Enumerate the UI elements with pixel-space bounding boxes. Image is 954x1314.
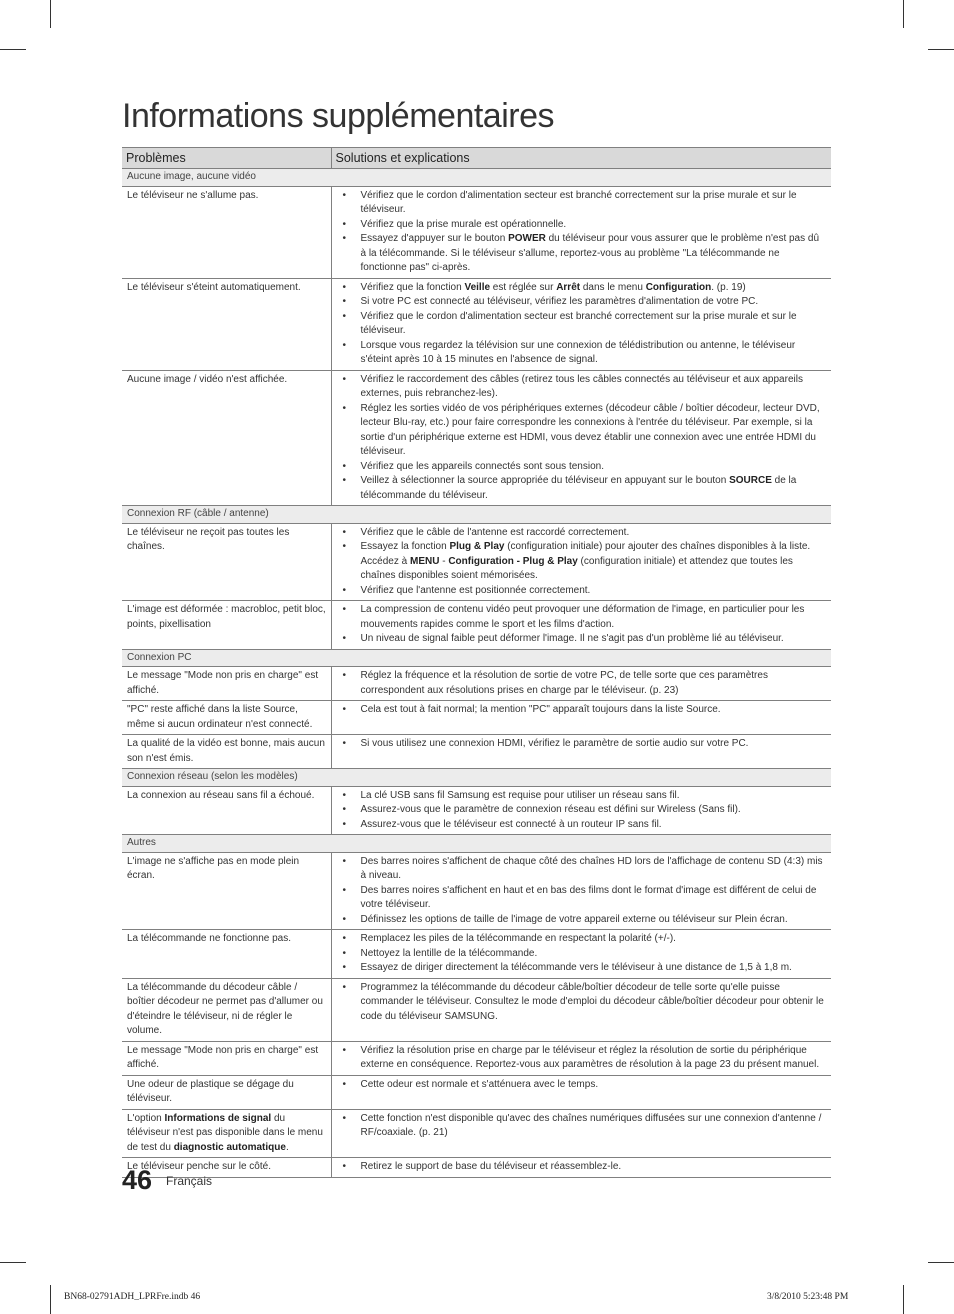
problem-cell: Le message "Mode non pris en charge" est affiché. [122,1041,331,1075]
table-row [122,1075,831,1109]
bold-term: POWER [508,233,546,244]
text: Essayez d'appuyer sur le bouton [360,233,509,244]
problem-cell: L'image est déformée : macrobloc, petit bloc, points, pixellisation [122,601,331,650]
section-row [122,769,831,787]
problem-cell: La télécommande ne fonctionne pas. [122,930,331,979]
solution-item: • Vérifiez que les appareils connectés sont sous tension. [337,460,828,475]
text: - [439,555,449,567]
bold-term: Plug & Play [449,541,505,552]
solution-item: • Un niveau de signal faible peut déformer l'image. Il ne s'agit pas d'un problème lié au téléviseur. [337,632,828,647]
section-row [122,835,831,853]
solution-item [337,474,828,503]
bold-term: Informations de signal [164,1112,272,1124]
table-row [122,1109,831,1158]
text: du téléviseur pour vous assurer que le problème n'est pas dû à la télécommande. Si le téléviseur s'allume, reportez-vous au problème "La télécommande ne fonctionne pas" ci-après. [360,233,820,273]
table-row [122,1158,831,1178]
solution-item: • Vérifiez que l'antenne est positionnée correctement. [337,584,828,599]
table-row [122,186,831,278]
page-title: Informations supplémentaires [122,97,555,135]
solution-item: • Essayez de diriger directement la télécommande vers le téléviseur à une distance de 1,5 à 1,8 m. [337,961,828,976]
solution-item: • Assurez-vous que le paramètre de connexion réseau est défini sur Wireless (Sans fil). [337,803,828,818]
header-solutions: Solutions et explications [331,148,831,169]
text: Essayez la fonction [360,541,450,552]
crop-mark [903,0,904,28]
page-number: 46 [122,1165,153,1195]
text: . (p. 19) [711,281,746,293]
solution-cell [331,601,831,650]
bold-term: SOURCE [729,475,772,486]
solution-cell [331,852,831,930]
crop-mark [50,0,51,28]
bold-term: Arrêt [556,281,581,293]
solution-item: • Vérifiez le raccordement des câbles (retirez tous les câbles connectés au téléviseur et aux appareils externes, puis rebranchez-les). [337,373,828,402]
solution-item: • Si vous utilisez une connexion HDMI, vérifiez le paramètre de sortie audio sur votre PC. [337,737,828,752]
section-label: Connexion réseau (selon les modèles) [122,769,831,787]
table-row [122,370,831,506]
table-row [122,601,831,650]
text: (configuration initiale) pour ajouter des chaînes disponibles à la liste. Accédez à [360,541,811,567]
bold-term: Veille [464,281,491,293]
problem-cell: Le téléviseur penche sur le côté. [122,1158,331,1178]
problem-cell: "PC" reste affiché dans la liste Source, même si aucun ordinateur n'est connecté. [122,701,331,735]
problem-cell: Le message "Mode non pris en charge" est affiché. [122,667,331,701]
solution-item: • Définissez les options de taille de l'image de votre appareil externe ou téléviseur sur Plein écran. [337,913,828,928]
problem-cell [122,1109,331,1158]
solution-item: • La clé USB sans fil Samsung est requise pour utiliser un réseau sans fil. [337,789,828,804]
solution-item: • Cette fonction n'est disponible qu'avec des chaînes numériques diffusées sur une connexion d'antenne / RF/coaxiale. (p. 21) [337,1112,828,1141]
table-header-row [122,148,831,169]
text: (configuration initiale) et attendez que toutes les chaînes disponibles soient mémorisées. [360,555,793,581]
solution-item: • Remplacez les piles de la télécommande en respectant la polarité (+/-). [337,932,828,947]
text: L'option [127,1112,165,1124]
crop-mark [928,1262,954,1263]
problem-cell: Une odeur de plastique se dégage du téléviseur. [122,1075,331,1109]
problem-cell: Le téléviseur ne s'allume pas. [122,186,331,278]
crop-mark [903,1285,904,1314]
text: est réglée sur [490,281,557,293]
solution-cell [331,1158,831,1178]
text: Veillez à sélectionner la source appropriée du téléviseur en appuyant sur le bouton [360,475,730,486]
table-row [122,701,831,735]
solution-item: • Programmez la télécommande du décodeur câble/boîtier décodeur de telle sorte qu'elle puisse commander le téléviseur. Consultez le mode d'emploi du décodeur câble/boîtier décodeur pour obtenir le code du téléviseur SAMSUNG. [337,981,828,1025]
solution-cell [331,186,831,278]
solution-item [337,232,828,276]
crop-mark [50,1285,51,1314]
solution-cell [331,1075,831,1109]
solution-item: • Retirez le support de base du téléviseur et réassemblez-le. [337,1160,828,1175]
solution-item: • Vérifiez que la prise murale est opérationnelle. [337,218,828,233]
solution-item: • Cela est tout à fait normal; la mention "PC" apparaît toujours dans la liste Source. [337,703,828,718]
solution-item: • Vérifiez que le cordon d'alimentation secteur est branché correctement sur la prise murale et sur le téléviseur. [337,189,828,218]
header-problems: Problèmes [122,148,331,169]
solution-item: • Réglez les sorties vidéo de vos périphériques externes (décodeur câble / boîtier décodeur, lecteur DVD, lecteur Blu-ray, etc.) pour faire correspondre les connexions à l'entrée du téléviseur. Par exemple, si la sortie d'un périphérique externe est HDMI, vous devez établir une connexion avec une entrée HDMI du téléviseur. [337,402,828,460]
section-label: Connexion RF (câble / antenne) [122,506,831,524]
solution-cell [331,978,831,1041]
table-row [122,735,831,769]
text: . [285,1141,289,1153]
solution-cell [331,930,831,979]
solution-cell [331,667,831,701]
crop-mark [0,1262,26,1263]
text: dans le menu [580,281,646,293]
solution-cell [331,278,831,370]
section-row [122,169,831,187]
table-row [122,852,831,930]
solution-item: • Réglez la fréquence et la résolution de sortie de votre PC, de telle sorte que ces paramètres correspondent aux résolutions prises en charge par le téléviseur. (p. 23) [337,669,828,698]
print-timestamp: 3/8/2010 5:23:48 PM [767,1292,849,1302]
solution-item: • Assurez-vous que le téléviseur est connecté à un routeur IP sans fil. [337,818,828,833]
solution-item: • Si votre PC est connecté au téléviseur, vérifiez les paramètres d'alimentation de votre PC. [337,295,828,310]
bold-term: Configuration [645,281,712,293]
solution-item [337,540,828,584]
table-row [122,978,831,1041]
solution-item: • Des barres noires s'affichent de chaque côté des chaînes HD lors de l'affichage de contenu SD (4:3) mis à niveau. [337,855,828,884]
table-row [122,930,831,979]
solution-item: • Vérifiez que le cordon d'alimentation secteur est branché correctement sur la prise murale et sur le téléviseur. [337,310,828,339]
section-row [122,649,831,667]
solution-item: • Vérifiez que le câble de l'antenne est raccordé correctement. [337,526,828,541]
solution-cell [331,1041,831,1075]
bold-term: MENU [409,555,440,567]
table-row [122,523,831,601]
solution-item: • Vérifiez la résolution prise en charge par le téléviseur et réglez la résolution de sortie du périphérique externe en conséquence. Reportez-vous aux paramètres de résolution à la page 23 du présent manuel. [337,1044,828,1073]
solution-cell [331,701,831,735]
section-label: Aucune image, aucune vidéo [122,169,831,187]
problem-cell: Aucune image / vidéo n'est affichée. [122,370,331,506]
problem-cell: L'image ne s'affiche pas en mode plein écran. [122,852,331,930]
solution-item [337,281,828,296]
section-row [122,506,831,524]
text: Vérifiez que la fonction [360,281,465,293]
bold-term: diagnostic automatique [173,1141,286,1153]
bold-term: Configuration - Plug & Play [448,555,578,567]
solution-cell [331,523,831,601]
section-label: Autres [122,835,831,853]
crop-mark [0,49,26,50]
text: du téléviseur n'est pas disponible dans le menu de test du [127,1112,323,1153]
table-row [122,786,831,835]
text: de la télécommande du téléviseur. [360,475,797,501]
solution-cell [331,786,831,835]
problem-cell: La télécommande du décodeur câble / boîtier décodeur ne permet pas d'allumer ou d'éteindre le téléviseur, ni de régler le volume. [122,978,331,1041]
solution-item: • Nettoyez la lentille de la télécommande. [337,947,828,962]
table-row [122,1041,831,1075]
table-row [122,278,831,370]
section-label: Connexion PC [122,649,831,667]
solution-item: • Des barres noires s'affichent en haut et en bas des films dont le format d'image est différent de celui de votre téléviseur. [337,884,828,913]
problem-cell: Le téléviseur s'éteint automatiquement. [122,278,331,370]
troubleshooting-table [122,147,831,1178]
solution-cell [331,1109,831,1158]
solution-cell [331,370,831,506]
table-row [122,667,831,701]
solution-item: • Lorsque vous regardez la télévision sur une connexion de télédistribution ou antenne, le téléviseur s'éteint après 10 à 15 minutes en l'absence de signal. [337,339,828,368]
solution-cell [331,735,831,769]
problem-cell: La qualité de la vidéo est bonne, mais aucun son n'est émis. [122,735,331,769]
crop-mark [928,49,954,50]
solution-item: • Cette odeur est normale et s'atténuera avec le temps. [337,1078,828,1093]
language-label: Français [166,1174,213,1188]
print-file-info: BN68-02791ADH_LPRFre.indb 46 [64,1292,201,1302]
problem-cell: La connexion au réseau sans fil a échoué. [122,786,331,835]
problem-cell: Le téléviseur ne reçoit pas toutes les chaînes. [122,523,331,601]
solution-item: • La compression de contenu vidéo peut provoquer une déformation de l'image, en particulier pour les mouvements rapides comme le sport et les films d'action. [337,603,828,632]
